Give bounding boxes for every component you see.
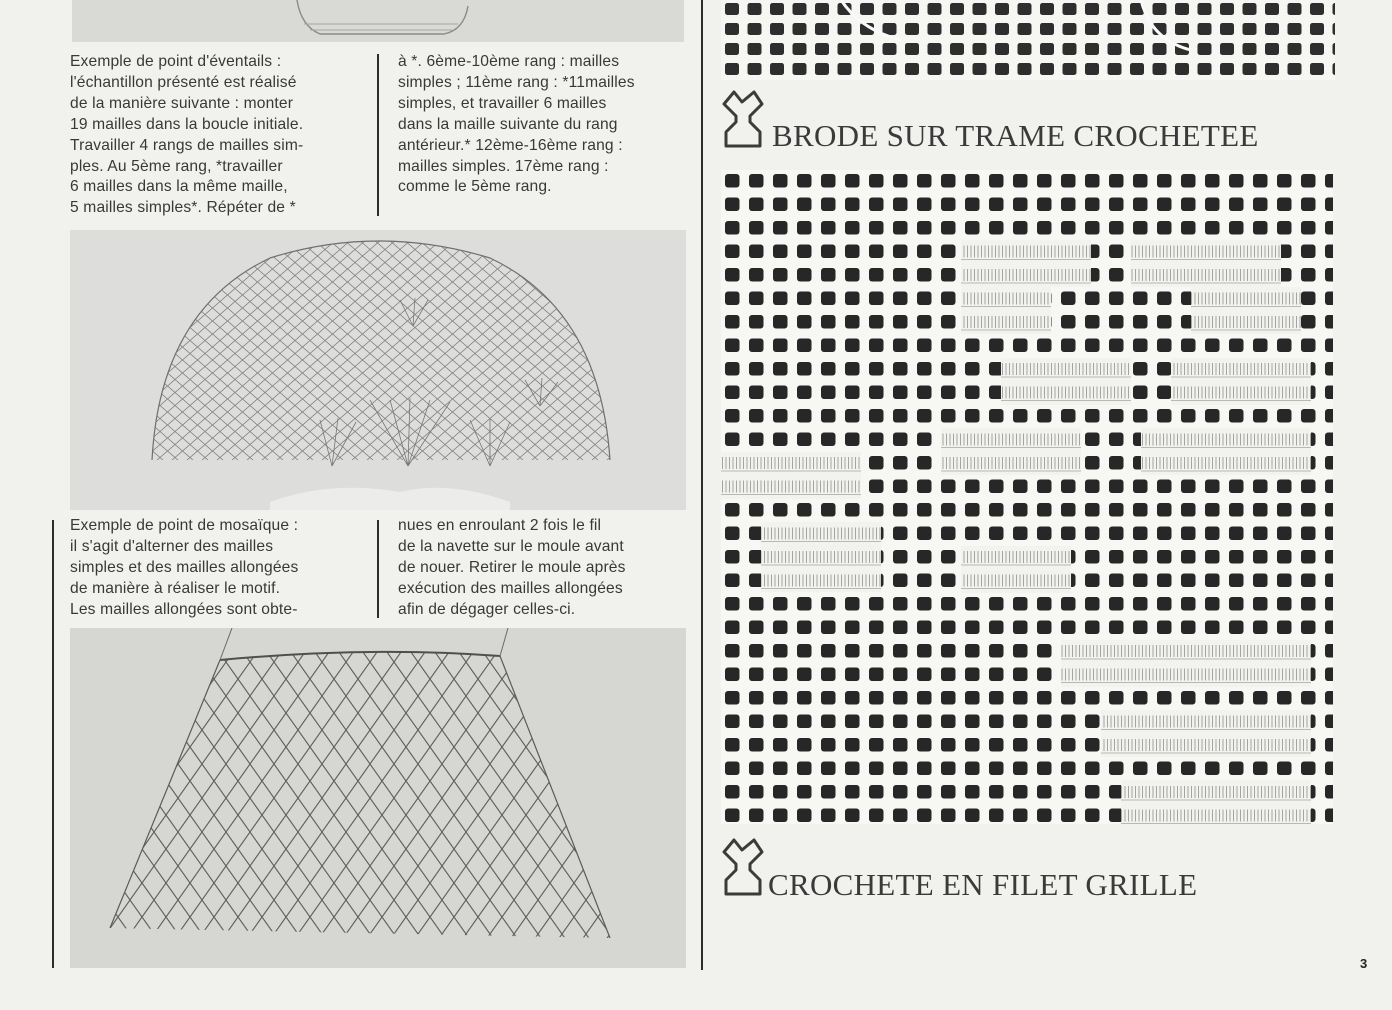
top-sample-photo (72, 0, 684, 42)
top-filet-illustration (721, 0, 1335, 80)
crochet-hook-icon (720, 88, 766, 155)
mosaic-caption-col1: Exemple de point de mosaïque : il s'agit d'alterner des mailles simples et des mailles allongées de manière à réaliser le motif. Les mailles allongées sont obte- (70, 517, 299, 618)
top-filet-photo (721, 0, 1335, 80)
mosaic-caption-col2: nues en enroulant 2 fois le fil de la navette sur le moule avant de nouer. Retirer le moule après exécution des mailles allongées afin de dégager celles-ci. (398, 517, 626, 618)
mosaic-stitch-photo (70, 628, 686, 968)
mosaic-caption-divider (377, 520, 379, 618)
fan-caption-divider (377, 54, 379, 216)
heading-brode-sur-trame: BRODE SUR TRAME CROCHETEE (772, 118, 1259, 153)
fan-caption-col2: à *. 6ème-10ème rang : mailles simples ; 11ème rang : *11mailles simples, et travailler 6 mailles dans la maille suivante du rang antérieur.* 12ème-16ème rang : mailles simples. 17ème rang : comme le 5ème rang. (398, 53, 635, 196)
crochet-hook-icon-2 (720, 836, 766, 903)
top-sample-illustration (72, 0, 684, 42)
page-number: 3 (1360, 956, 1368, 971)
fan-stitch-illustration (70, 230, 686, 510)
mosaic-stitch-illustration (70, 628, 686, 968)
column-divider (701, 0, 703, 970)
filet-grille-illustration (721, 170, 1333, 824)
left-margin-rule (52, 520, 54, 968)
filet-grille-photo (721, 170, 1333, 824)
heading-crochete-en-filet: CROCHETE EN FILET GRILLE (768, 867, 1198, 902)
fan-stitch-photo (70, 230, 686, 510)
fan-caption-col1: Exemple de point d'éventails : l'échantillon présenté est réalisé de la manière suivante : monter 19 mailles dans la boucle initiale. Travailler 4 rangs de mailles sim- ples. Au 5ème rang, *travailler 6 mailles dans la même maille, 5 mailles simples*. Répéter de * (70, 53, 304, 217)
